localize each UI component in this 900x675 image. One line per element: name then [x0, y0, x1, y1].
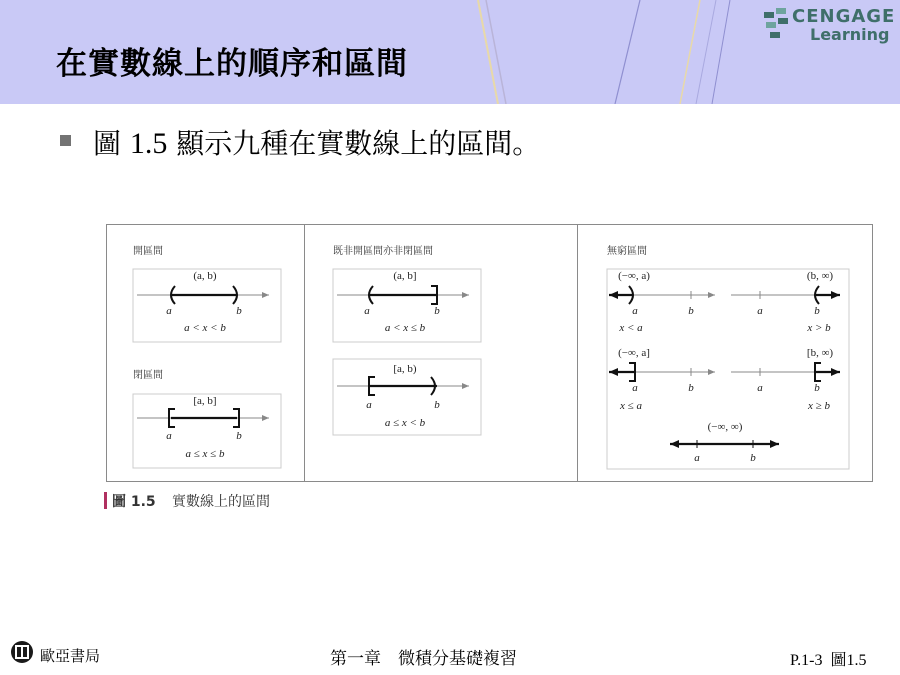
logo-line1: CENGAGE	[792, 6, 896, 27]
caption-accent-bar	[104, 492, 107, 509]
neg-inf-closed-inequality: x ≤ a	[620, 400, 642, 412]
half-open-left-notation: [a, b)	[393, 363, 417, 375]
label-b: b	[688, 305, 694, 317]
heading-infinite-interval: 無窮區間	[607, 246, 647, 257]
all-reals-notation: (−∞, ∞)	[707, 421, 743, 433]
bullet-text	[93, 122, 540, 162]
half-open-right-notation: (a, b]	[393, 270, 417, 282]
label-a: a	[166, 305, 172, 317]
closed-interval-inequality: a ≤ x ≤ b	[185, 448, 225, 460]
label-b: b	[814, 382, 820, 394]
logo-line2: Learning	[810, 25, 890, 44]
pos-inf-open-inequality: x > b	[807, 322, 831, 334]
infinite-interval-box	[607, 269, 849, 469]
heading-half-open-interval: 既非開區間亦非閉區間	[333, 246, 433, 257]
square-bullet-icon	[60, 135, 71, 146]
label-b: b	[434, 399, 440, 411]
chapter-title: 第一章 微積分基礎複習	[330, 649, 517, 669]
open-interval-notation: (a, b)	[193, 270, 217, 282]
neg-inf-open-notation: (−∞, a)	[618, 270, 650, 282]
figure-reference: 圖1.5	[830, 652, 867, 669]
bullet-prefix: 圖	[93, 127, 130, 160]
label-a: a	[366, 399, 372, 411]
title-banner	[0, 0, 900, 104]
label-b: b	[434, 305, 440, 317]
publisher-name: 歐亞書局	[40, 647, 101, 665]
half-open-left-inequality: a ≤ x < b	[384, 417, 426, 429]
bullet-figure-number: 1.5	[129, 127, 168, 160]
page-reference	[790, 647, 866, 670]
caption-label: 圖 1.5	[112, 494, 156, 510]
half-open-right-inequality: a < x ≤ b	[384, 322, 426, 334]
publisher-logo-icon	[10, 640, 34, 664]
closed-interval-notation: [a, b]	[193, 395, 217, 407]
page-number: P.1-3	[790, 652, 823, 669]
heading-closed-interval: 閉區間	[133, 370, 163, 381]
label-b: b	[814, 305, 820, 317]
heading-open-interval: 開區間	[133, 246, 163, 257]
label-a: a	[364, 305, 370, 317]
label-a: a	[632, 305, 638, 317]
interval-figure	[106, 224, 873, 482]
label-b: b	[688, 382, 694, 394]
pos-inf-closed-notation: [b, ∞)	[806, 347, 834, 359]
neg-inf-open-inequality: x < a	[619, 322, 643, 334]
interval-diagrams	[107, 225, 872, 481]
slide-title: 在實數線上的順序和區間	[56, 46, 408, 82]
label-b: b	[236, 305, 242, 317]
label-b: b	[750, 452, 756, 464]
cengage-logo	[762, 4, 896, 48]
label-a: a	[166, 430, 172, 442]
open-interval-inequality: a < x < b	[184, 322, 226, 334]
label-a: a	[757, 305, 763, 317]
pos-inf-closed-inequality: x ≥ b	[808, 400, 830, 412]
cengage-logo-icon	[762, 6, 792, 46]
neg-inf-closed-notation: (−∞, a]	[618, 347, 650, 359]
bullet-suffix: 顯示九種在實數線上的區間。	[167, 127, 541, 160]
label-a: a	[694, 452, 700, 464]
label-b: b	[236, 430, 242, 442]
label-a: a	[757, 382, 763, 394]
label-a: a	[632, 382, 638, 394]
caption-text: 實數線上的區間	[172, 494, 270, 510]
pos-inf-open-notation: (b, ∞)	[806, 270, 834, 282]
